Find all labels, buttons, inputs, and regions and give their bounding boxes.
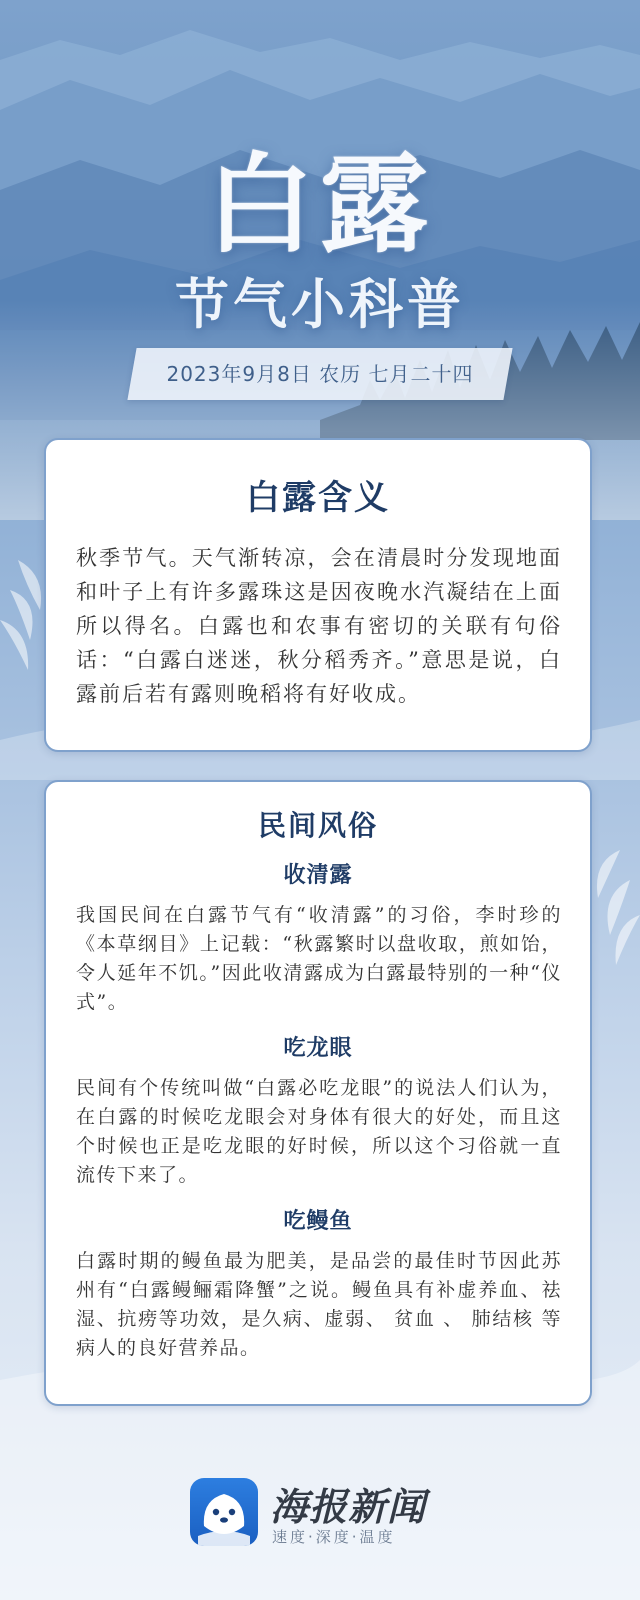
custom-body: 民间有个传统叫做“白露必吃龙眼”的说法人们认为，在白露的时候吃龙眼会对身体有很大的好处，而且这个时候也正是吃龙眼的好时候，所以这个习俗就一直流传下来了。 <box>76 1077 562 1186</box>
custom-section <box>46 1031 590 1190</box>
meaning-card <box>44 438 592 752</box>
customs-card-title: 民间风俗 <box>257 809 378 842</box>
custom-body: 白露时期的鳗鱼最为肥美，是品尝的最佳时节因此苏州有“白露鳗鲡霜降蟹”之说。鳗鱼具有补虚养血、祛湿、抗痨等功效，是久病、虚弱、 贫血 、 肺结核 等病人的良好营养品。 <box>76 1250 562 1359</box>
custom-heading: 吃龙眼 <box>283 1035 353 1061</box>
custom-section <box>46 1204 590 1363</box>
brand-logo <box>190 1478 460 1550</box>
meaning-card-body: 秋季节气。天气渐转凉，会在清晨时分发现地面和叶子上有许多露珠这是因夜晚水汽凝结在上面所以得名。白露也和农事有密切的关联有句俗话：“白露白迷迷，秋分稻秀齐。”意思是说，白露前后若有露则晚稻将有好收成。 <box>76 546 562 706</box>
date-label: 2023年9月8日 农历 七月二十四 <box>166 362 474 386</box>
custom-heading: 吃鳗鱼 <box>283 1208 353 1234</box>
brand-slogan: 速度·深度·温度 <box>272 1528 396 1546</box>
meaning-card-title: 白露含义 <box>246 478 390 518</box>
custom-body: 我国民间在白露节气有“收清露”的习俗，李时珍的《本草纲目》上记载：“秋露繁时以盘收取，煎如饴，令人延年不饥。”因此收清露成为白露最特别的一种“仪式”。 <box>76 904 562 1013</box>
page-subtitle: 节气小科普 <box>175 272 465 336</box>
customs-card <box>44 780 592 1406</box>
brand-name: 海报新闻 <box>270 1485 427 1529</box>
custom-heading: 收清露 <box>283 862 353 888</box>
page-title: 白露 <box>205 142 434 268</box>
seal-mascot-icon <box>190 1478 258 1546</box>
custom-section <box>46 858 590 1017</box>
